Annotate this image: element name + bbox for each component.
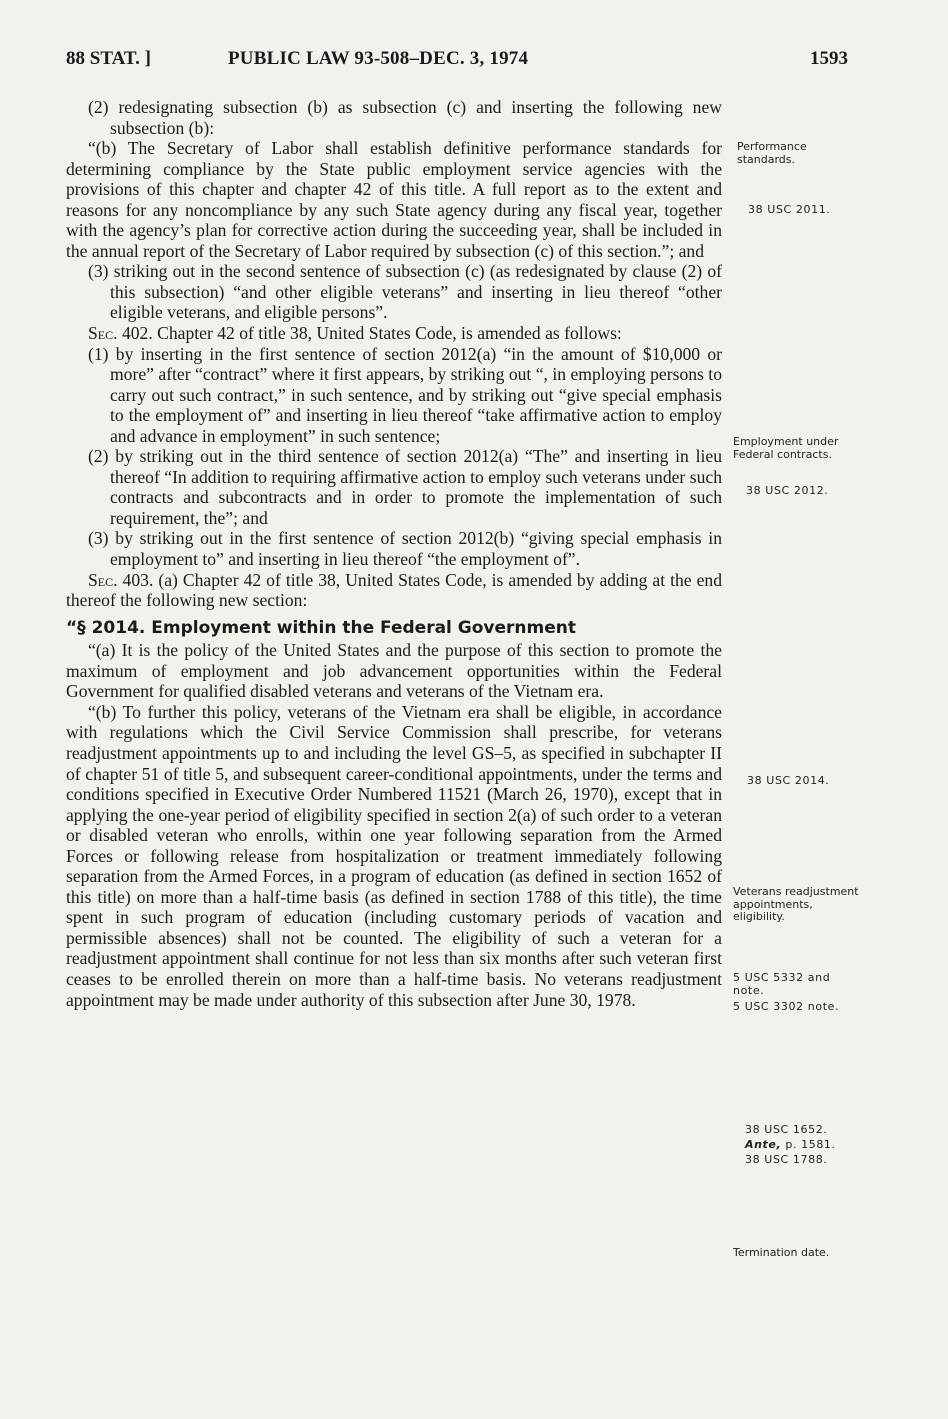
sec-403-text: 403. (a) Chapter 42 of title 38, United States Code, is amended by adding at the end thereof the following new section:: [66, 569, 722, 611]
sec-label: Sec.: [88, 569, 118, 590]
margin-note-ante-p-1581: [745, 1139, 865, 1152]
margin-note-5-usc-5332: 5 USC 5332 and note.: [733, 971, 831, 997]
margin-note-termination-date: Termination date.: [733, 1246, 830, 1259]
margin-note-38-usc-2014: 38 USC 2014.: [747, 774, 830, 787]
paragraph-402-clause-2: (2) by striking out in the third sentence of section 2012(a) “The” and inserting in lieu thereof “In addition to requiring affirmative action to employ such veterans under such contracts and subcontracts and in order to promote the implementation of such requirement, the”; and: [88, 446, 722, 528]
margin-note-veterans-readjustment: Veterans readjustment appointments, eligibility.: [733, 885, 859, 923]
paragraph-2014-a: “(a) It is the policy of the United States and the purpose of this section to promote the maximum of employment and job advancement opportunities within the Federal Government for qualified disabled veterans and veterans of the Vietnam era.: [66, 640, 722, 702]
ante-label: Ante,: [745, 1138, 782, 1151]
margin-note-38-usc-2011: 38 USC 2011.: [748, 203, 831, 216]
margin-note-performance-standards: Performance standards.: [737, 140, 807, 166]
margin-note-38-usc-2012: 38 USC 2012.: [746, 484, 829, 497]
margin-note-employment-federal-contracts: Employment under Federal contracts.: [733, 435, 839, 461]
header-statute-ref: 88 STAT. ]: [66, 48, 151, 69]
paragraph-402-clause-1: (1) by inserting in the first sentence of section 2012(a) “in the amount of $10,000 or more” after “contract” where it first appears, by striking out “, in employing persons to carry out such contract,” in such sentence, and by striking out “give special emphasis to the employment of” and inserting in lieu thereof “take affirmative action to employ and advance in employment” in such sentence;: [88, 343, 722, 446]
section-2014-heading: “§ 2014. Employment within the Federal Government: [66, 617, 576, 638]
paragraph-2014-b: “(b) To further this policy, veterans of the Vietnam era shall be eligible, in accordance with regulations which the Civil Service Commission shall prescribe, for veterans readjustment appointments up to and including the level GS–5, as specified in subchapter II of chapter 51 of title 5, and subsequent career-conditional appointments, under the terms and conditions specified in Executive Order Numbered 11521 (March 26, 1970), except that in applying the one-year period of eligibility specified in section 2(a) of such order to a veteran or disabled veteran who enrolls, within one year following separation from the Armed Forces or following release from hospitalization or treatment immediately following separation from the Armed Forces, in a program of education (as defined in section 1652 of this title) on more than a half-time basis (as defined in section 1788 of this title), the time spent in such program of education (including customary periods of vacation and permissible absences) shall not be counted. The eligibility of such a veteran for a readjustment appointment shall continue for not less than six months after such veteran first ceases to be enrolled therein on more than a half-time basis. No veterans readjustment appointment may be made under authority of this subsection after June 30, 1978.: [66, 701, 722, 1010]
page-number: 1593: [810, 48, 848, 69]
paragraph-subsection-b: “(b) The Secretary of Labor shall establish definitive performance standards for determining compliance by the State public employment service agencies with the provisions of this chapter and chapter 42 of this title. A full report as to the extent and reasons for any noncompliance by any such State agency during any fiscal year, together with the agency’s plan for corrective action during the succeeding year, shall be included in the annual report of the Secretary of Labor required by subsection (c) of this section.”; and: [66, 138, 722, 261]
margin-note-5-usc-3302: 5 USC 3302 note.: [733, 1000, 840, 1013]
paragraph-sec-402: [66, 323, 722, 344]
paragraph-402-clause-3: (3) by striking out in the first sentence of section 2012(b) “giving special emphasis in employment to” and inserting in lieu thereof “the employment of”.: [88, 528, 722, 570]
sec-label: Sec.: [88, 323, 118, 344]
ante-page: p. 1581.: [785, 1138, 836, 1151]
paragraph-clause-3: (3) striking out in the second sentence of subsection (c) (as redesignated by clause (2) of this subsection) “and other eligible veterans” and inserting in lieu thereof “other eligible veterans, and eligible persons”.: [88, 261, 722, 323]
sec-402-text: 402. Chapter 42 of title 38, United States Code, is amended as follows:: [121, 323, 622, 344]
margin-note-38-usc-1652: 38 USC 1652.: [745, 1123, 828, 1136]
paragraph-sec-403: [66, 570, 722, 611]
paragraph-clause-2: (2) redesignating subsection (b) as subsection (c) and inserting the following new subsection (b):: [88, 97, 722, 138]
header-title: PUBLIC LAW 93-508–DEC. 3, 1974: [228, 48, 529, 69]
main-text-column: [66, 97, 722, 1010]
margin-note-38-usc-1788: 38 USC 1788.: [745, 1153, 828, 1166]
